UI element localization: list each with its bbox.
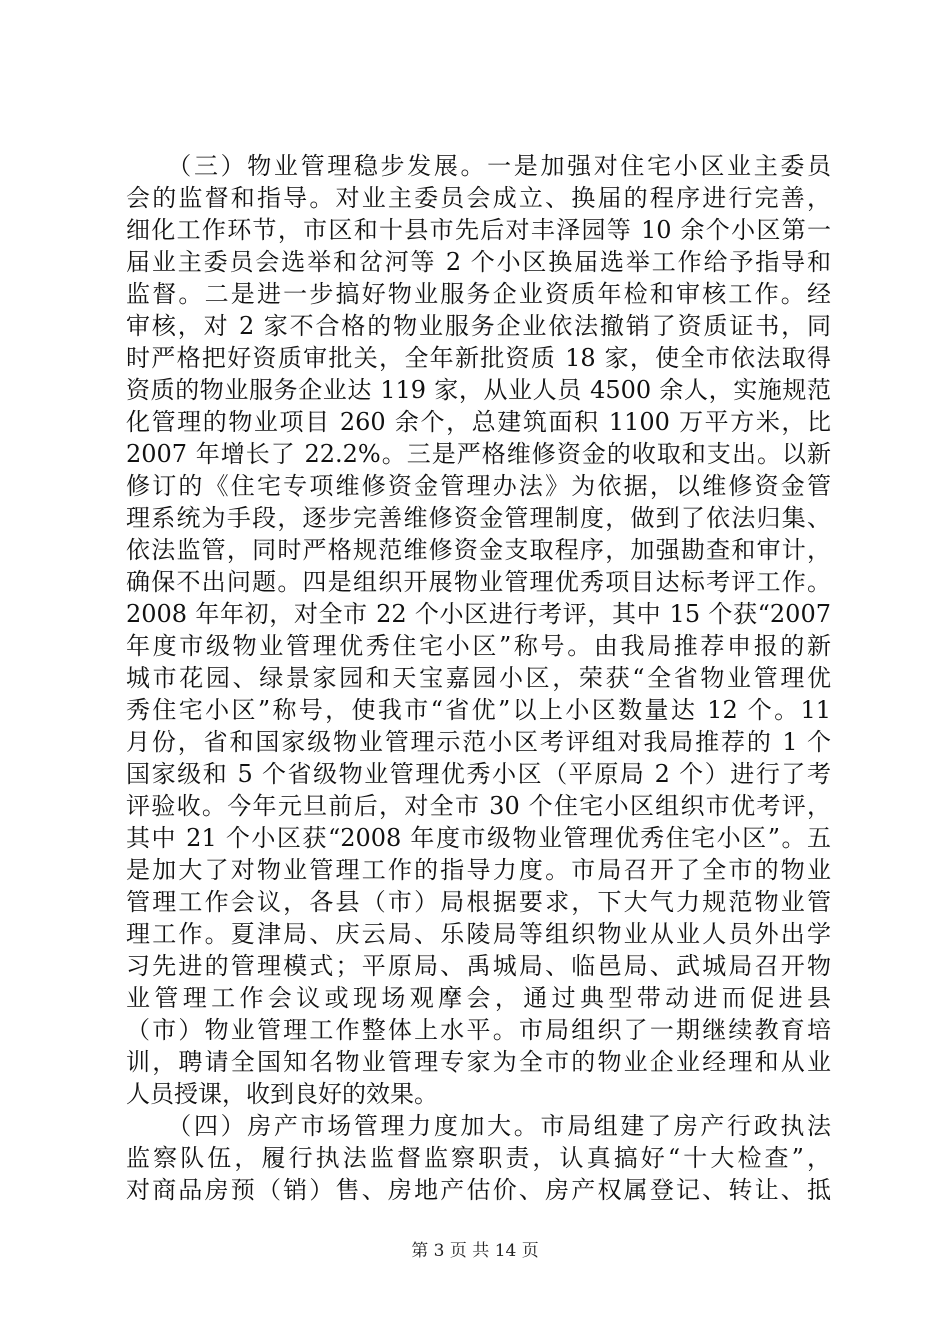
text-line: 化管理的物业项目 260 余个，总建筑面积 1100 万平方米，比 — [126, 408, 831, 436]
text-line: 对商品房预（销）售、房地产估价、房产权属登记、转让、抵 — [126, 1176, 831, 1204]
text-line: 细化工作环节，市区和十县市先后对丰泽园等 10 余个小区第一 — [126, 216, 831, 244]
text-line: 会的监督和指导。对业主委员会成立、换届的程序进行完善， — [126, 184, 831, 212]
text-line: 习先进的管理模式；平原局、禹城局、临邑局、武城局召开物 — [126, 952, 831, 980]
text-line: 审核，对 2 家不合格的物业服务企业依法撤销了资质证书，同 — [126, 312, 831, 340]
page-number-footer: 第 3 页 共 14 页 — [411, 1241, 539, 1261]
text-line: 届业主委员会选举和岔河等 2 个小区换届选举工作给予指导和 — [126, 248, 831, 276]
text-line: 理工作。夏津局、庆云局、乐陵局等组织物业从业人员外出学 — [126, 920, 831, 948]
document-body — [126, 150, 831, 1206]
text-line: 月份，省和国家级物业管理示范小区考评组对我局推荐的 1 个 — [126, 728, 831, 756]
text-line: 依法监管，同时严格规范维修资金支取程序，加强勘查和审计， — [126, 536, 831, 564]
text-line: 国家级和 5 个省级物业管理优秀小区（平原局 2 个）进行了考 — [126, 760, 831, 788]
text-line: （市）物业管理工作整体上水平。市局组织了一期继续教育培 — [126, 1016, 831, 1044]
text-line: （三）物业管理稳步发展。一是加强对住宅小区业主委员 — [126, 152, 831, 180]
text-line: 是加大了对物业管理工作的指导力度。市局召开了全市的物业 — [126, 856, 831, 884]
text-line: 业管理工作会议或现场观摩会，通过典型带动进而促进县 — [126, 984, 831, 1012]
text-line: 确保不出问题。四是组织开展物业管理优秀项目达标考评工作。 — [126, 568, 831, 596]
text-line: 理系统为手段，逐步完善维修资金管理制度，做到了依法归集、 — [126, 504, 831, 532]
text-line: 评验收。今年元旦前后，对全市 30 个住宅小区组织市优考评， — [126, 792, 831, 820]
text-line: （四）房产市场管理力度加大。市局组建了房产行政执法 — [126, 1112, 831, 1140]
text-line: 资质的物业服务企业达 119 家，从业人员 4500 余人，实施规范 — [126, 376, 831, 404]
text-line: 人员授课，收到良好的效果。 — [126, 1080, 438, 1108]
text-line: 其中 21 个小区获“2008 年度市级物业管理优秀住宅小区”。五 — [126, 824, 831, 852]
text-line: 监督。二是进一步搞好物业服务企业资质年检和审核工作。经 — [126, 280, 831, 308]
text-line: 修订的《住宅专项维修资金管理办法》为依据，以维修资金管 — [126, 472, 831, 500]
text-line: 2007 年增长了 22.2%。三是严格维修资金的收取和支出。以新 — [126, 440, 831, 468]
text-line: 秀住宅小区”称号，使我市“省优”以上小区数量达 12 个。11 — [126, 696, 831, 724]
text-line: 年度市级物业管理优秀住宅小区”称号。由我局推荐申报的新 — [126, 632, 831, 660]
text-line: 训，聘请全国知名物业管理专家为全市的物业企业经理和从业 — [126, 1048, 831, 1076]
text-line: 城市花园、绿景家园和天宝嘉园小区，荣获“全省物业管理优 — [126, 664, 831, 692]
text-line: 时严格把好资质审批关，全年新批资质 18 家，使全市依法取得 — [126, 344, 831, 372]
text-line: 2008 年年初，对全市 22 个小区进行考评，其中 15 个获“2007 — [126, 600, 831, 628]
text-line: 管理工作会议，各县（市）局根据要求，下大气力规范物业管 — [126, 888, 831, 916]
text-line: 监察队伍，履行执法监督监察职责，认真搞好“十大检查”， — [126, 1144, 831, 1172]
